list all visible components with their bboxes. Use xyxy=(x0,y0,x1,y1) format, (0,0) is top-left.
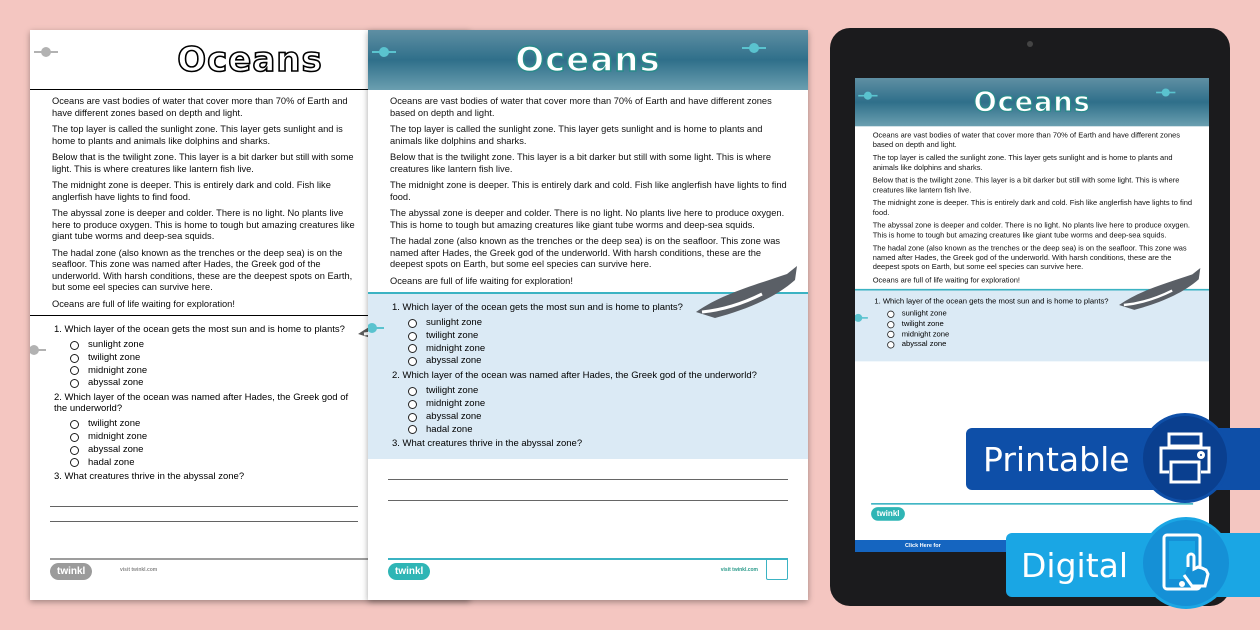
answer-option[interactable] xyxy=(70,352,358,365)
paragraph: Oceans are vast bodies of water that cover more than 70% of Earth and have different zones based on depth and light. xyxy=(872,131,1181,149)
molecule-icon xyxy=(30,336,48,364)
option-label: midnight zone xyxy=(88,430,148,442)
worksheet-text xyxy=(368,90,808,287)
option-label: hadal zone xyxy=(88,456,135,468)
paragraph: Below that is the twilight zone. This layer is a bit darker but still with some light. This is where creatures like lantern fish live. xyxy=(872,176,1180,194)
radio-button[interactable] xyxy=(70,379,79,388)
option-label: abyssal zone xyxy=(88,377,144,389)
answer-option[interactable] xyxy=(408,355,788,368)
footer-rule xyxy=(388,558,788,560)
printer-icon xyxy=(1140,413,1230,503)
option-label: sunlight zone xyxy=(88,339,144,350)
radio-button[interactable] xyxy=(408,319,417,328)
answer-option[interactable] xyxy=(70,457,358,470)
worksheet-header xyxy=(368,30,808,90)
option-label: abyssal zone xyxy=(426,410,482,422)
worksheet-title: Oceans xyxy=(515,40,661,80)
question: 3. What creatures thrive in the abyssal zone? xyxy=(54,471,245,483)
answer-line[interactable] xyxy=(388,500,788,501)
paragraph: The midnight zone is deeper. This is entirely dark and cold. Fish like anglerfish have lights to find food. xyxy=(52,180,331,202)
paragraph: Oceans are vast bodies of water that cover more than 70% of Earth and have different zones based on depth and light. xyxy=(390,96,772,118)
worksheet-title: Oceans xyxy=(973,86,1091,119)
answer-option[interactable] xyxy=(408,398,788,411)
question: 2. Which layer of the ocean was named after Hades, the Greek god of the underworld? xyxy=(392,370,757,382)
paragraph: Oceans are full of life waiting for exploration! xyxy=(390,275,573,286)
answer-option[interactable] xyxy=(887,340,1193,350)
radio-button[interactable] xyxy=(887,311,894,318)
paragraph: Below that is the twilight zone. This layer is a bit darker but still with some light. This is where creatures like lantern fish live. xyxy=(52,152,354,174)
paragraph: The top layer is called the sunlight zone. This layer gets sunlight and is home to plants and animals like dolphins and sharks. xyxy=(390,124,763,146)
worksheet-title: Oceans xyxy=(177,39,323,80)
answer-option[interactable] xyxy=(70,418,358,431)
option-label: abyssal zone xyxy=(426,355,482,367)
question: 1. Which layer of the ocean gets the most sun and is home to plants? xyxy=(874,296,1109,306)
answer-option[interactable] xyxy=(70,365,358,378)
option-label: twilight zone xyxy=(426,329,479,341)
option-label: abyssal zone xyxy=(88,443,144,455)
molecule-icon xyxy=(740,34,768,62)
paragraph: The hadal zone (also known as the trenches or the deep sea) is on the seafloor. This zone was named after Hades, the Greek god of the underworld. With harsh conditions, these are the deepest spots on Earth, but some eel species can survive here. xyxy=(52,247,353,292)
footer-rule xyxy=(871,503,1193,505)
radio-button[interactable] xyxy=(408,357,417,366)
option-label: twilight zone xyxy=(901,319,944,329)
option-label: sunlight zone xyxy=(426,317,482,328)
worksheet-header xyxy=(855,78,1209,126)
radio-button[interactable] xyxy=(70,420,79,429)
radio-button[interactable] xyxy=(70,366,79,375)
whale-illustration xyxy=(1116,266,1205,314)
paragraph: Oceans are full of life waiting for exploration! xyxy=(52,298,235,309)
option-label: abyssal zone xyxy=(901,339,947,349)
molecule-icon xyxy=(370,38,398,66)
answer-option[interactable] xyxy=(887,319,1193,329)
answer-option[interactable] xyxy=(408,330,788,343)
whale-illustration xyxy=(692,264,802,324)
option-label: twilight zone xyxy=(426,385,479,397)
molecule-icon xyxy=(32,38,60,66)
paragraph: The hadal zone (also known as the trenches or the deep sea) is on the seafloor. This zone was named after Hades, the Greek god of the underworld. With harsh conditions, these are the deepest spots on Earth, but some eel species can survive here. xyxy=(390,236,781,269)
paragraph: The midnight zone is deeper. This is entirely dark and cold. Fish like anglerfish have lights to find food. xyxy=(872,198,1193,217)
radio-button[interactable] xyxy=(408,332,417,341)
radio-button[interactable] xyxy=(408,400,417,409)
answer-option[interactable] xyxy=(408,385,788,398)
paragraph: Oceans are vast bodies of water that cover more than 70% of Earth and have different zones based on depth and light. xyxy=(52,96,348,118)
twinkl-logo: twinkl xyxy=(871,507,905,521)
twinkl-logo: twinkl xyxy=(388,563,430,580)
radio-button[interactable] xyxy=(70,354,79,363)
question: 3. What creatures thrive in the abyssal zone? xyxy=(392,438,583,450)
answer-option[interactable] xyxy=(70,339,358,352)
quality-badge-icon xyxy=(766,558,788,580)
molecule-icon xyxy=(855,307,869,330)
quiz-section xyxy=(368,292,808,459)
option-label: midnight zone xyxy=(88,364,148,376)
radio-button[interactable] xyxy=(70,433,79,442)
radio-button[interactable] xyxy=(408,425,417,434)
visit-link[interactable]: visit twinkl.com xyxy=(720,567,758,573)
question: 1. Which layer of the ocean gets the most sun and is home to plants? xyxy=(54,324,345,335)
paragraph: Oceans are full of life waiting for exploration! xyxy=(872,275,1020,284)
radio-button[interactable] xyxy=(408,413,417,422)
radio-button[interactable] xyxy=(408,387,417,396)
paragraph: The hadal zone (also known as the trenches or the deep sea) is on the seafloor. This zone was named after Hades, the Greek god of the underworld. With harsh conditions, these are the deepest spots on Earth, but some eel species can survive here. xyxy=(872,243,1187,271)
radio-button[interactable] xyxy=(887,331,894,338)
answer-line[interactable] xyxy=(50,521,358,522)
option-label: sunlight zone xyxy=(901,309,947,318)
answer-option[interactable] xyxy=(408,424,788,437)
printable-label: Printable xyxy=(983,439,1130,479)
twinkl-logo: twinkl xyxy=(50,563,92,580)
tablet-touch-icon xyxy=(1140,517,1232,609)
paragraph: Below that is the twilight zone. This layer is a bit darker but still with some light. This is where creatures like lantern fish live. xyxy=(390,152,771,174)
paragraph: The abyssal zone is deeper and colder. There is no light. No plants live here to produce oxygen. This is home to tough but amazing creatures like giant tube worms and deep-sea squids. xyxy=(390,208,785,230)
paragraph: The top layer is called the sunlight zone. This layer gets sunlight and is home to plants and animals like dolphins and sharks. xyxy=(872,153,1173,171)
answer-option[interactable] xyxy=(408,411,788,424)
answer-line[interactable] xyxy=(50,506,358,507)
radio-button[interactable] xyxy=(70,341,79,350)
answer-option[interactable] xyxy=(70,377,358,390)
click-here-bar[interactable]: Click Here for xyxy=(855,540,1209,552)
question: 1. Which layer of the ocean gets the most sun and is home to plants? xyxy=(392,302,683,313)
digital-label: Digital xyxy=(1021,545,1129,585)
option-label: midnight zone xyxy=(426,397,486,409)
worksheet-text xyxy=(855,126,1209,285)
paragraph: The midnight zone is deeper. This is entirely dark and cold. Fish like anglerfish have lights to find food. xyxy=(390,180,787,202)
answer-option[interactable] xyxy=(887,330,1193,340)
radio-button[interactable] xyxy=(70,458,79,467)
camera xyxy=(1027,41,1033,47)
option-label: midnight zone xyxy=(901,329,950,339)
option-label: twilight zone xyxy=(88,418,141,430)
molecule-icon xyxy=(368,314,386,342)
radio-button[interactable] xyxy=(887,321,894,328)
paragraph: The top layer is called the sunlight zone. This layer gets sunlight and is home to plants and animals like dolphins and sharks. xyxy=(52,124,343,146)
answer-option[interactable] xyxy=(70,444,358,457)
question: 2. Which layer of the ocean was named after Hades, the Greek god of the underworld? xyxy=(54,392,349,415)
radio-button[interactable] xyxy=(70,446,79,455)
paragraph: The abyssal zone is deeper and colder. There is no light. No plants live here to produce oxygen. This is home to tough but amazing creatures like giant tube worms and deep-sea squids. xyxy=(872,221,1191,239)
answer-option[interactable] xyxy=(408,343,788,356)
paragraph: The abyssal zone is deeper and colder. There is no light. No plants live here to produce oxygen. This is home to tough but amazing creatures like giant tube worms and deep-sea squids. xyxy=(52,208,355,241)
molecule-icon xyxy=(857,84,880,107)
visit-link[interactable]: visit twinkl.com xyxy=(120,567,158,573)
radio-button[interactable] xyxy=(887,341,894,348)
answer-line[interactable] xyxy=(388,479,788,480)
quiz-section xyxy=(855,289,1209,361)
radio-button[interactable] xyxy=(408,344,417,353)
answer-option[interactable] xyxy=(70,431,358,444)
option-label: twilight zone xyxy=(88,351,141,363)
molecule-icon xyxy=(1154,81,1177,104)
worksheet-page xyxy=(368,30,808,600)
option-label: midnight zone xyxy=(426,342,486,354)
option-label: hadal zone xyxy=(426,423,473,435)
